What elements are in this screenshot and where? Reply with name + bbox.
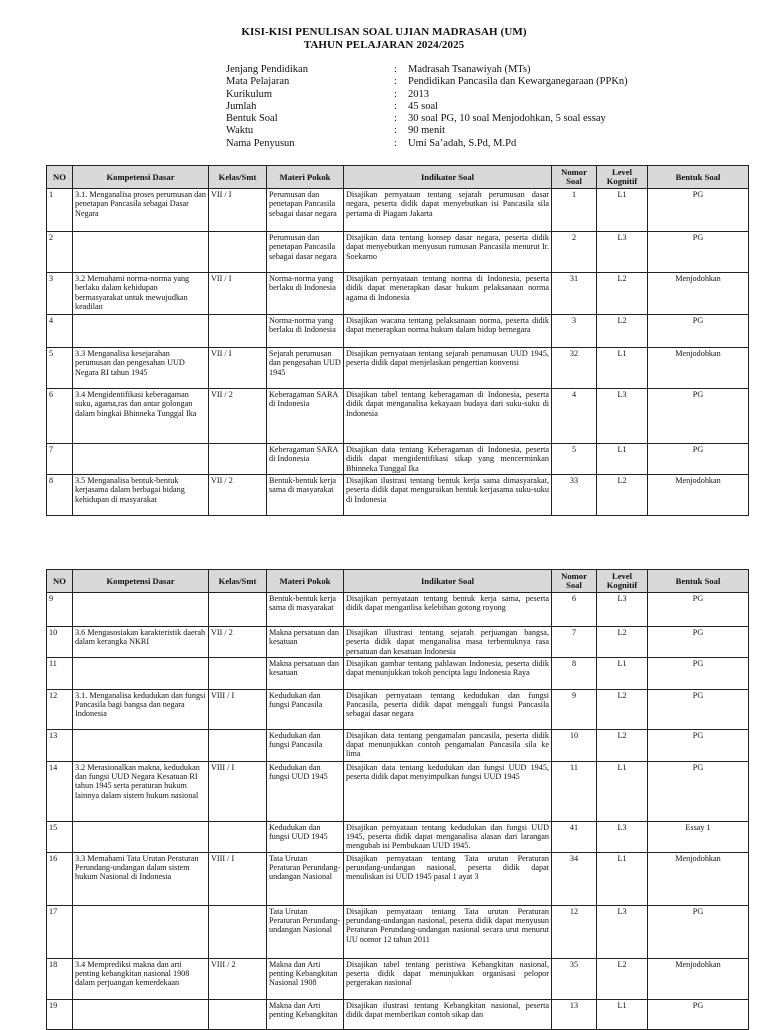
identity-value: Madrasah Tsanawiyah (MTs) (408, 64, 531, 75)
document-subtitle: TAHUN PELAJARAN 2024/2025 (303, 39, 465, 51)
identity-value: 45 soal (408, 100, 439, 112)
kelas-smt-cell (209, 232, 267, 273)
no-header: NO (47, 166, 73, 189)
kompetensi-dasar-cell (73, 905, 209, 958)
nomor-soal-cell: 11 (552, 761, 597, 821)
no-header: NO (47, 570, 73, 593)
nomor-soal-cell: 12 (552, 905, 597, 958)
materi-pokok-cell: Norma-norma yang berlaku di Indonesia (267, 273, 344, 315)
level-kognitif-cell: L2 (597, 273, 648, 315)
materi-pokok-cell: Perumusan dan penetapan Pancasila sebagai dasar negara (267, 189, 344, 232)
level-kognitif-cell: L1 (597, 444, 648, 475)
no-cell: 10 (47, 627, 73, 658)
level-kognitif-cell: L1 (597, 761, 648, 821)
no-cell: 7 (47, 444, 73, 475)
document-title: KISI-KISI PENULISAN SOAL UJIAN MADRASAH (UM) (241, 26, 527, 38)
bentuk-soal-cell: Menjodohkan (648, 475, 749, 516)
kelas-smt-cell (209, 821, 267, 852)
no-cell: 19 (47, 999, 73, 1029)
nomor-soal-cell: 6 (552, 593, 597, 627)
bentuk-soal-cell: Essay 1 (648, 821, 749, 852)
identity-row (226, 64, 628, 76)
table-row (47, 273, 749, 315)
no-cell: 6 (47, 389, 73, 444)
level-kognitif-header: Level Kognitif (597, 166, 648, 189)
no-cell: 15 (47, 821, 73, 852)
indikator-soal-cell: Disajikan pernyataan tentang kedudukan dan fungsi Pancasila, peserta didik dapat menggali fungsi Pancasila sebagai dasar negara (344, 689, 552, 729)
no-cell: 12 (47, 689, 73, 729)
identity-value: 90 menit (408, 125, 446, 137)
level-kognitif-cell: L1 (597, 657, 648, 689)
no-cell: 1 (47, 189, 73, 232)
nomor-soal-cell: 3 (552, 315, 597, 348)
bentuk-soal-header: Bentuk Soal (648, 166, 749, 189)
level-kognitif-cell: L2 (597, 627, 648, 658)
kelas-smt-header: Kelas/Smt (209, 570, 267, 593)
indikator-soal-cell: Disajikan wacana tentang pelaksanaan norma, peserta didik dapat menerapkan norma hukum dalam hidup bernegara (344, 315, 552, 348)
indikator-soal-cell: Disajikan pernyataan tentang kedudukan dan fungsi UUD 1945, peserta didik dapat menganalisa alasan dari larangan mengubah isi Pembukaan UUD 1945. (344, 821, 552, 852)
indikator-soal-header: Indikator Soal (344, 166, 552, 189)
bentuk-soal-cell: PG (648, 999, 749, 1029)
table-row (47, 348, 749, 389)
kelas-smt-cell: VII / 2 (209, 389, 267, 444)
level-kognitif-cell: L2 (597, 475, 648, 516)
kompetensi-dasar-cell (73, 821, 209, 852)
kompetensi-dasar-cell: 3.1. Menganalisa kedudukan dan fungsi Pancasila bagi bangsa dan negara Indonesia (73, 689, 209, 729)
nomor-soal-cell: 35 (552, 958, 597, 999)
level-kognitif-cell: L2 (597, 689, 648, 729)
materi-pokok-cell: Bentuk-bentuk kerja sama di masyarakat (267, 475, 344, 516)
kelas-smt-cell (209, 999, 267, 1029)
identity-separator: : (394, 76, 397, 88)
identity-label: Waktu (226, 125, 254, 137)
nomor-soal-cell: 8 (552, 657, 597, 689)
nomor-soal-header: Nomor Soal (552, 166, 597, 189)
bentuk-soal-cell: PG (648, 627, 749, 658)
table-row (47, 189, 749, 232)
no-cell: 17 (47, 905, 73, 958)
indikator-soal-cell: Disajikan illustrasi tentang sejarah perjuangan bangsa, peserta didik dapat menganalisa masa terbentuknya rasa persatuan dan kesatuan Indonesia (344, 627, 552, 658)
table-row (47, 958, 749, 999)
kelas-smt-cell: VIII / I (209, 852, 267, 905)
kelas-smt-cell (209, 444, 267, 475)
nomor-soal-cell: 13 (552, 999, 597, 1029)
bentuk-soal-cell: Menjodohkan (648, 852, 749, 905)
indikator-soal-cell: Disajikan data tentang pengamalan pancasila, peserta didik dapat menunjukkan contoh pengamalan Pancasila sila ke lima (344, 729, 552, 761)
materi-pokok-cell: Makna dan Arti penting Kebangkitan Nasional 1908 (267, 958, 344, 999)
bentuk-soal-cell: Menjodohkan (648, 958, 749, 999)
table-row (47, 389, 749, 444)
indikator-soal-cell: Disajikan pernyataan tentang norma di Indonesia, peserta didik dapat menerapkan dasar hukum pelaksanaan norma agama di Indonesia (344, 273, 552, 315)
table-header-row (47, 166, 749, 189)
indikator-soal-cell: Disajikan data tentang konsep dasar negara, peserta didik dapat menyebutkan menyusun rumusan Pancasila menurut Ir. Soekarno (344, 232, 552, 273)
kelas-smt-cell: VIII / I (209, 761, 267, 821)
table-row (47, 444, 749, 475)
bentuk-soal-cell: Menjodohkan (648, 348, 749, 389)
bentuk-soal-cell: PG (648, 444, 749, 475)
indikator-soal-cell: Disajikan pernyataan tentang Tata urutan Peraturan perundang-undangan nasional, peserta didik dapat menuliskan isi UUD 1945 pasal 1 ayat 3 (344, 852, 552, 905)
identity-row (226, 113, 628, 125)
nomor-soal-cell: 31 (552, 273, 597, 315)
kelas-smt-cell: VIII / 2 (209, 958, 267, 999)
kelas-smt-cell (209, 657, 267, 689)
materi-pokok-cell: Kedudukan dan fungsi UUD 1945 (267, 821, 344, 852)
nomor-soal-cell: 5 (552, 444, 597, 475)
identity-separator: : (394, 137, 397, 149)
no-cell: 11 (47, 657, 73, 689)
identity-row (226, 89, 628, 101)
kompetensi-dasar-cell (73, 593, 209, 627)
kelas-smt-cell: VIII / I (209, 689, 267, 729)
no-cell: 8 (47, 475, 73, 516)
level-kognitif-cell: L3 (597, 232, 648, 273)
materi-pokok-cell: Norma-norma yang berlaku di Indonesia (267, 315, 344, 348)
table-row (47, 729, 749, 761)
level-kognitif-cell: L2 (597, 958, 648, 999)
bentuk-soal-cell: PG (648, 232, 749, 273)
identity-row (226, 76, 628, 88)
materi-pokok-cell: Makna persatuan dan kesatuan (267, 657, 344, 689)
kompetensi-dasar-cell: 3.4 Mengidentifikasi keberagaman suku, agama,ras dan antar golongan dalam bingkai Bhinneka Tunggal Ika (73, 389, 209, 444)
identity-label: Jumlah (226, 100, 257, 112)
kompetensi-dasar-cell: 3.2 Memahami norma-norma yang berlaku dalam kehidupan bermasyarakat untuk mewujudkan keadilan (73, 273, 209, 315)
materi-pokok-cell: Bentuk-bentuk kerja sama di masyarakat (267, 593, 344, 627)
kompetensi-dasar-cell: 3.3 Memahami Tata Urutan Peraturan Perundang-undangan dalam sistem hukum Nasional di Indonesia (73, 852, 209, 905)
no-cell: 4 (47, 315, 73, 348)
materi-pokok-cell: Kedudukan dan fungsi UUD 1945 (267, 761, 344, 821)
identity-label: Jenjang Pendidikan (226, 64, 308, 75)
table-row (47, 905, 749, 958)
indikator-soal-cell: Disajikan ilustrasi tentang Kebangkitan nasional, peserta didik dapat memberikan contoh sikap dan (344, 999, 552, 1029)
kisi-kisi-table-2 (46, 569, 749, 1030)
indikator-soal-cell: Disajikan tabel tentang peristiwa Kebangkitan nasional, peserta didik dapat menunjukkan organisasi pelopor pergerakan nasional (344, 958, 552, 999)
nomor-soal-cell: 32 (552, 348, 597, 389)
level-kognitif-cell: L3 (597, 389, 648, 444)
bentuk-soal-header: Bentuk Soal (648, 570, 749, 593)
nomor-soal-cell: 10 (552, 729, 597, 761)
table-row (47, 475, 749, 516)
identity-label: Mata Pelajaran (226, 76, 290, 88)
kelas-smt-cell: VII / I (209, 273, 267, 315)
kelas-smt-header: Kelas/Smt (209, 166, 267, 189)
table-row (47, 232, 749, 273)
level-kognitif-cell: L1 (597, 348, 648, 389)
materi-pokok-cell: Tata Urutan Peraturan Perundang-undangan Nasional (267, 852, 344, 905)
bentuk-soal-cell: PG (648, 189, 749, 232)
table-row (47, 761, 749, 821)
level-kognitif-cell: L1 (597, 852, 648, 905)
bentuk-soal-cell: PG (648, 593, 749, 627)
no-cell: 14 (47, 761, 73, 821)
kelas-smt-cell (209, 729, 267, 761)
identity-value: Pendidikan Pancasila dan Kewarganegaraan (PPKn) (408, 76, 628, 88)
indikator-soal-cell: Disajikan pernyataan tentang bentuk kerja sama, peserta didik dapat menganlisa kelebihan gotong royong (344, 593, 552, 627)
kisi-kisi-table-1 (46, 165, 749, 516)
materi-pokok-cell: Perumusan dan penetapan Pancasila sebagai dasar negara (267, 232, 344, 273)
nomor-soal-cell: 34 (552, 852, 597, 905)
indikator-soal-cell: Disajikan gambar tentang pahlawan Indonesia, peserta didik dapat menunjukkan tokoh pencipta lagu Indonesia Raya (344, 657, 552, 689)
materi-pokok-header: Materi Pokok (267, 570, 344, 593)
no-cell: 16 (47, 852, 73, 905)
no-cell: 13 (47, 729, 73, 761)
level-kognitif-cell: L2 (597, 315, 648, 348)
materi-pokok-cell: Kedudukan dan fungsi Pancasila (267, 689, 344, 729)
kelas-smt-cell (209, 905, 267, 958)
bentuk-soal-cell: PG (648, 389, 749, 444)
kompetensi-dasar-cell (73, 232, 209, 273)
kompetensi-dasar-cell (73, 729, 209, 761)
table-row (47, 627, 749, 658)
identity-row (226, 101, 628, 113)
nomor-soal-cell: 41 (552, 821, 597, 852)
indikator-soal-cell: Disajikan pernyataan tentang Tata urutan Peraturan perundang-undangan nasional, peserta didik dapat menyusun Peraturan Perundang-undangan nasional secara urut menurut UU nomor 12 tahun 2011 (344, 905, 552, 958)
kompetensi-dasar-cell: 3.4 Memprediksi makna dan arti penting kebangkitan nasional 1908 dalam perjuangan kemerdekaan (73, 958, 209, 999)
table-row (47, 657, 749, 689)
materi-pokok-cell: Kedudukan dan fungsi Pancasila (267, 729, 344, 761)
kelas-smt-cell: VII / I (209, 348, 267, 389)
table-row (47, 593, 749, 627)
materi-pokok-cell: Keberagaman SARA di Indonesia (267, 444, 344, 475)
kompetensi-dasar-cell: 3.3 Menganalisa kesejarahan perumusan dan pengesahan UUD Negara RI tahun 1945 (73, 348, 209, 389)
kompetensi-dasar-header: Kompetensi Dasar (73, 570, 209, 593)
materi-pokok-header: Materi Pokok (267, 166, 344, 189)
kelas-smt-cell (209, 315, 267, 348)
identity-block (226, 64, 628, 150)
table-header-row (47, 570, 749, 593)
no-cell: 2 (47, 232, 73, 273)
materi-pokok-cell: Makna dan Arti penting Kebangkitan (267, 999, 344, 1029)
no-cell: 9 (47, 593, 73, 627)
level-kognitif-cell: L1 (597, 999, 648, 1029)
bentuk-soal-cell: PG (648, 729, 749, 761)
table-row (47, 852, 749, 905)
level-kognitif-header: Level Kognitif (597, 570, 648, 593)
kompetensi-dasar-cell (73, 315, 209, 348)
no-cell: 3 (47, 273, 73, 315)
level-kognitif-cell: L3 (597, 821, 648, 852)
identity-label: Nama Penyusun (226, 137, 295, 149)
materi-pokok-cell: Makna persatuan dan kesatuan (267, 627, 344, 658)
bentuk-soal-cell: PG (648, 657, 749, 689)
materi-pokok-cell: Keberagaman SARA di Indonesia (267, 389, 344, 444)
kompetensi-dasar-cell: 3.1. Menganalisa proses perumusan dan penetapan Pancasila sebagai Dasar Negara (73, 189, 209, 232)
kompetensi-dasar-cell (73, 444, 209, 475)
kompetensi-dasar-cell (73, 999, 209, 1029)
level-kognitif-cell: L2 (597, 729, 648, 761)
identity-row (226, 138, 628, 150)
no-cell: 5 (47, 348, 73, 389)
kelas-smt-cell: VII / 2 (209, 475, 267, 516)
identity-value: 30 soal PG, 10 soal Menjodohkan, 5 soal essay (408, 113, 606, 125)
table-row (47, 689, 749, 729)
bentuk-soal-cell: PG (648, 689, 749, 729)
indikator-soal-cell: Disajikan pernyataan tentang sejarah perumusan UUD 1945, peserta didik dapat menjelaskan pengertian konvensi (344, 348, 552, 389)
indikator-soal-cell: Disajikan tabel tentang keberagaman di Indonesia, peserta didik dapat menganalisa kekayaan budaya dari suku-suku di Indonesia (344, 389, 552, 444)
indikator-soal-cell: Disajikan data tentang kedudukan dan fungsi UUD 1945, peserta didik dapat menyimpulkan fungsi UUD 1945 (344, 761, 552, 821)
no-cell: 18 (47, 958, 73, 999)
materi-pokok-cell: Tata Urutan Peraturan Perundang-undangan Nasional (267, 905, 344, 958)
indikator-soal-cell: Disajikan data tentang Keberagaman di Indonesia, peserta didik dapat mengidentifikasi sikap yang mencerminkan Bhinneka Tunggal Ika (344, 444, 552, 475)
indikator-soal-cell: Disajikan ilustrasi tentang bentuk kerja sama dimasyarakat, peserta didik dapat menguraikan bentuk kerjasama suku-suku di Indonesia (344, 475, 552, 516)
materi-pokok-cell: Sejarah perumusan dan pengesahan UUD 1945 (267, 348, 344, 389)
kelas-smt-cell: VII / I (209, 189, 267, 232)
kompetensi-dasar-cell: 3.5 Menganalisa bentuk-bentuk kerjasama dalam berbagai bidang kehidupan di masyarakat (73, 475, 209, 516)
nomor-soal-cell: 7 (552, 627, 597, 658)
bentuk-soal-cell: Menjodohkan (648, 273, 749, 315)
indikator-soal-cell: Disajikan pernyataan tentang sejarah perumusan dasar negara, peserta didik dapat menyebutkan isi Pancasila sila pertama di Piagam Jakarta (344, 189, 552, 232)
table-row (47, 315, 749, 348)
table-row (47, 821, 749, 852)
level-kognitif-cell: L1 (597, 189, 648, 232)
kompetensi-dasar-cell: 3.6 Mengasosiakan karakteristik daerah dalam kerangka NKRI (73, 627, 209, 658)
level-kognitif-cell: L3 (597, 905, 648, 958)
identity-separator: : (394, 113, 397, 125)
kompetensi-dasar-cell: 3.2 Merasionalkan makna, kedudukan dan fungsi UUD Negara Kesatuan RI tahun 1945 serta peraturan hukum lainnya dalam sistem hukum nasional (73, 761, 209, 821)
nomor-soal-cell: 2 (552, 232, 597, 273)
nomor-soal-cell: 9 (552, 689, 597, 729)
identity-value: 2013 (408, 88, 429, 100)
identity-separator: : (394, 100, 397, 112)
indikator-soal-header: Indikator Soal (344, 570, 552, 593)
identity-separator: : (394, 88, 397, 100)
kelas-smt-cell: VII / 2 (209, 627, 267, 658)
kompetensi-dasar-cell (73, 657, 209, 689)
nomor-soal-cell: 33 (552, 475, 597, 516)
nomor-soal-cell: 4 (552, 389, 597, 444)
identity-separator: : (394, 125, 397, 137)
nomor-soal-cell: 1 (552, 189, 597, 232)
kelas-smt-cell (209, 593, 267, 627)
identity-separator: : (394, 64, 397, 75)
table-row (47, 999, 749, 1029)
level-kognitif-cell: L3 (597, 593, 648, 627)
identity-label: Kurikulum (226, 88, 273, 100)
bentuk-soal-cell: PG (648, 761, 749, 821)
identity-label: Bentuk Soal (226, 113, 278, 125)
bentuk-soal-cell: PG (648, 905, 749, 958)
bentuk-soal-cell: PG (648, 315, 749, 348)
identity-row (226, 125, 628, 137)
nomor-soal-header: Nomor Soal (552, 570, 597, 593)
kompetensi-dasar-header: Kompetensi Dasar (73, 166, 209, 189)
identity-value: Umi Sa’adah, S.Pd, M.Pd (408, 137, 517, 149)
